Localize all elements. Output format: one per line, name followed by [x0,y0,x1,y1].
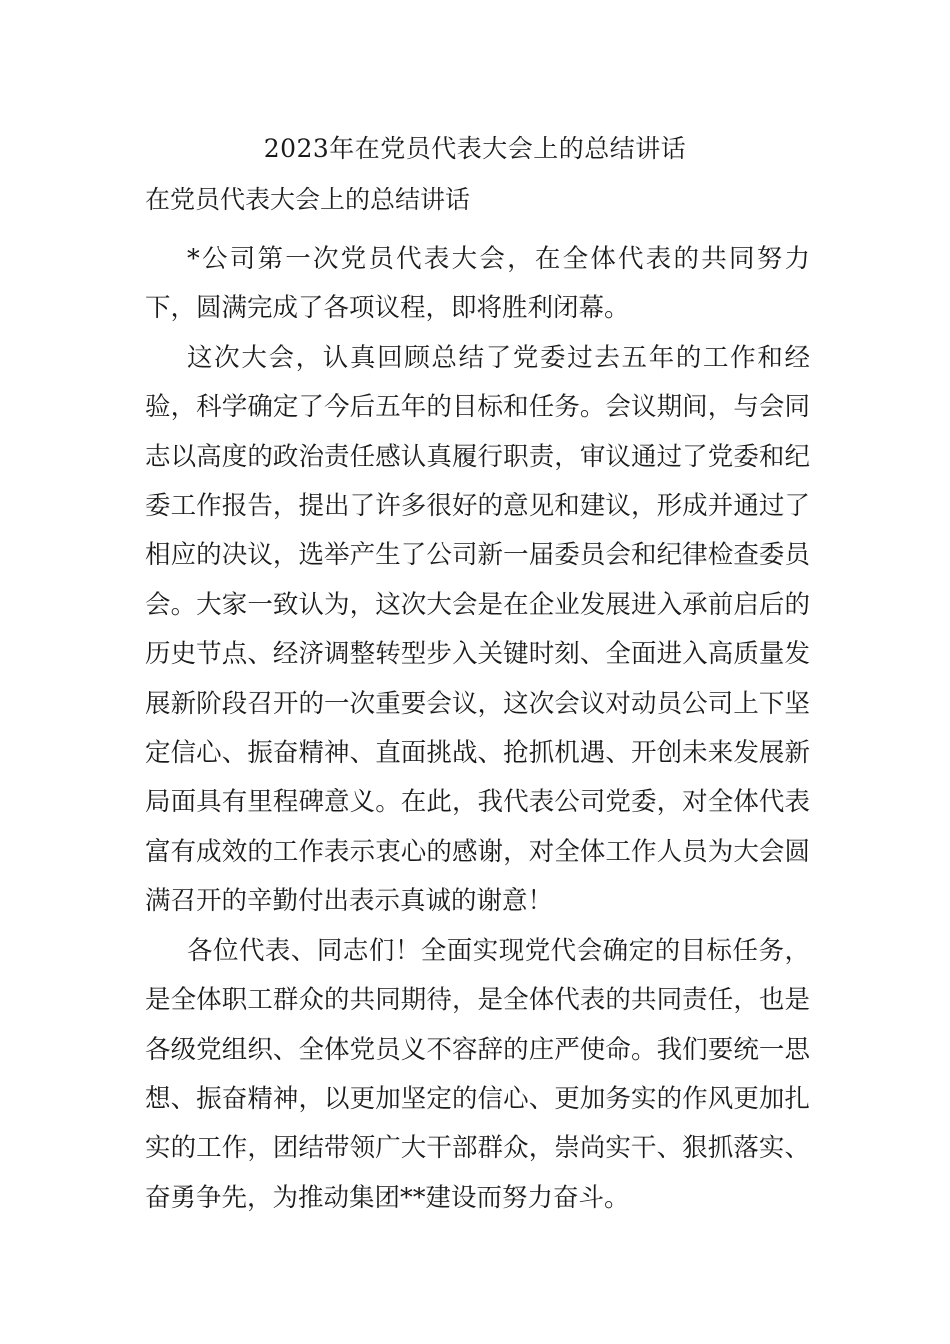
document-title: 2023年在党员代表大会上的总结讲话 [263,134,687,163]
paragraph-1: *公司第一次党员代表大会，在全体代表的共同努力下，圆满完成了各项议程，即将胜利闭幕。 [145,244,810,324]
paragraph-3: 各位代表、同志们！全面实现党代会确定的目标任务，是全体职工群众的共同期待，是全体代表的共同责任，也是各级党组织、全体党员义不容辞的庄严使命。我们要统一思想、振奋精神，以更加坚定的信心、更加务实的作风更加扎实的工作，团结带领广大干部群众，崇尚实干、狠抓落实、奋勇争先，为推动集团**建设而努力奋斗。 [145,935,810,1213]
paragraph-2: 这次大会，认真回顾总结了党委过去五年的工作和经验，科学确定了今后五年的目标和任务。会议期间，与会同志以高度的政治责任感认真履行职责，审议通过了党委和纪委工作报告，提出了许多很好的意见和建议，形成并通过了相应的决议，选举产生了公司新一届委员会和纪律检查委员会。大家一致认为，这次大会是在企业发展进入承前启后的历史节点、经济调整转型步入关键时刻、全面进入高质量发展新阶段召开的一次重要会议，这次会议对动员公司上下坚定信心、振奋精神、直面挑战、抢抓机遇、开创未来发展新局面具有里程碑意义。在此，我代表公司党委，对全体代表富有成效的工作表示衷心的感谢，对全体工作人员为大会圆满召开的辛勤付出表示真诚的谢意！ [145,342,810,917]
document-body [145,235,810,1223]
document-subtitle: 在党员代表大会上的总结讲话 [145,185,471,214]
